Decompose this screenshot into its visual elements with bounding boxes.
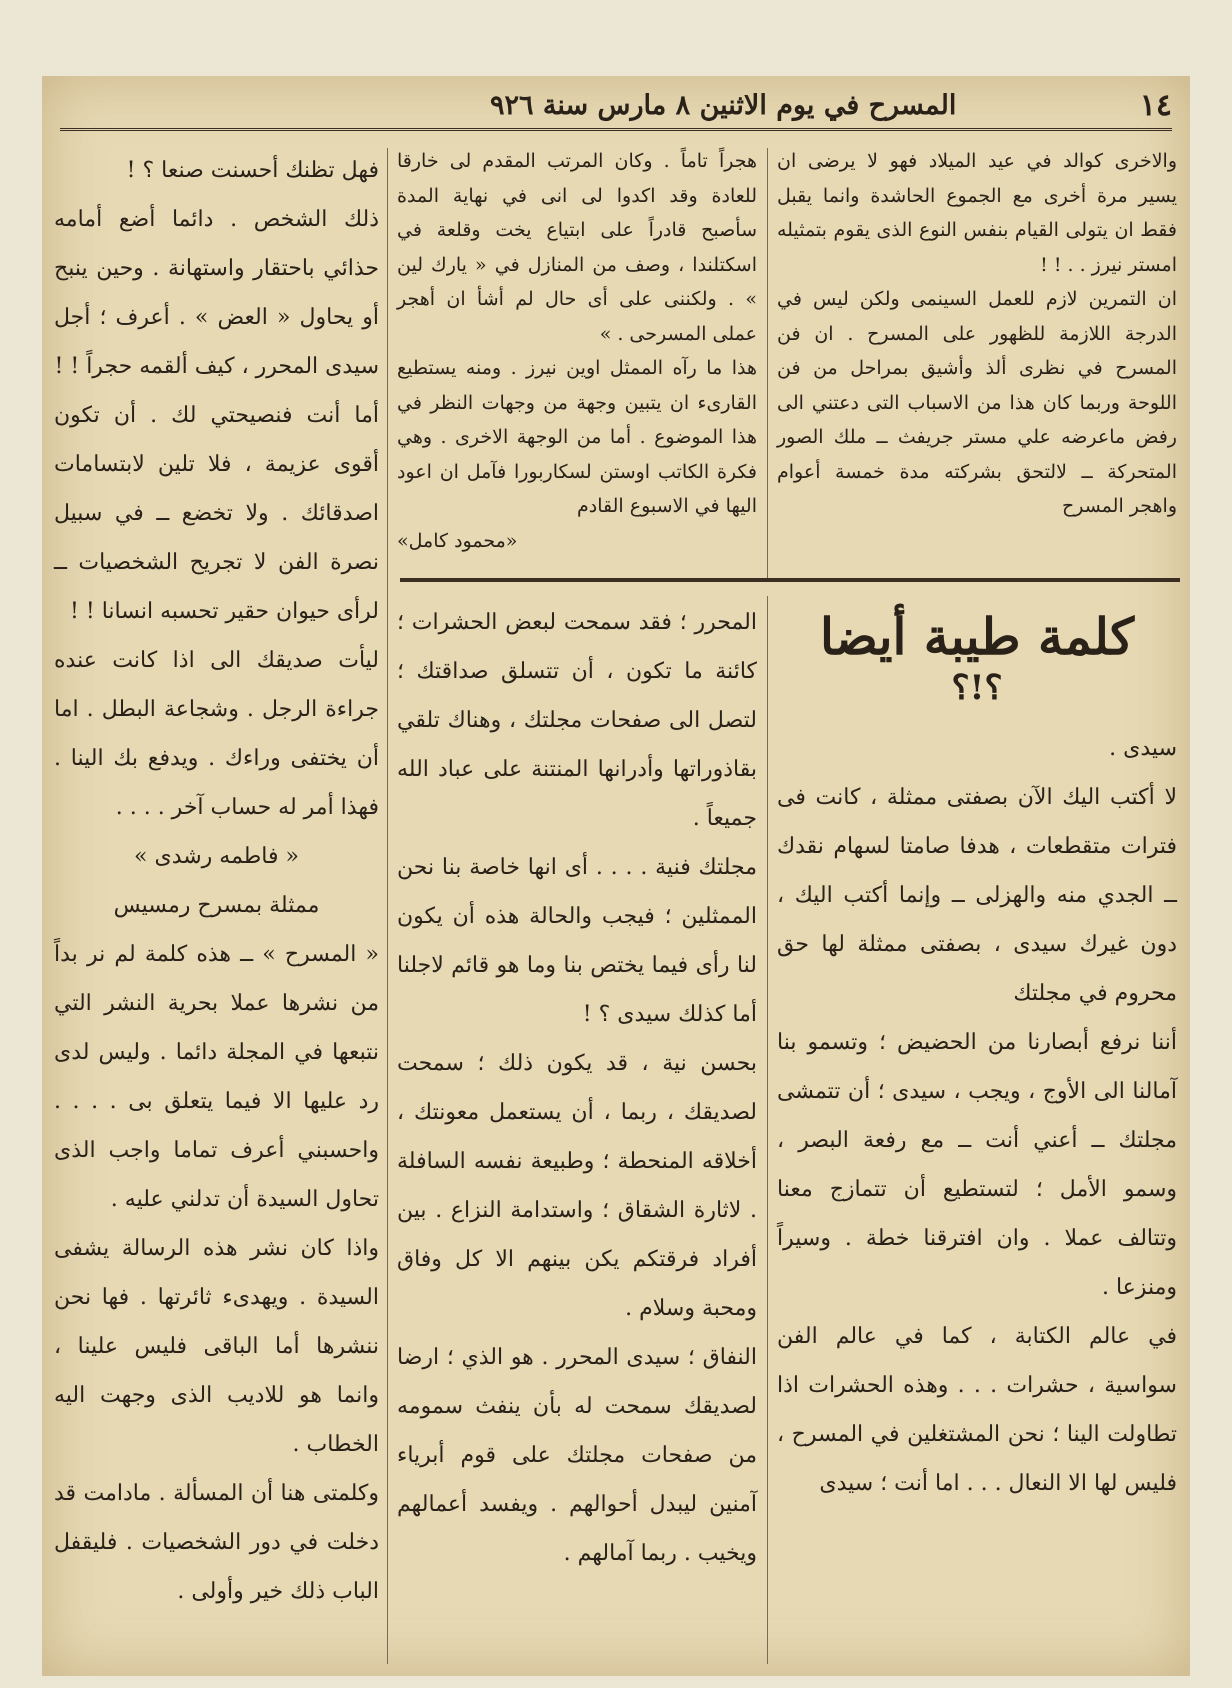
paragraph: ذلك الشخص . دائما أضع أمامه حذائي باحتقار واستهانة . وحين ينبح أو يحاول « العض » . أعرف ؛ أجل سيدى المحرر ، كيف ألقمه حجراً ! !: [54, 207, 379, 379]
letter-right-column: [777, 724, 1177, 1508]
paragraph: أننا نرفع أبصارنا من الحضيض ؛ وتسمو بنا آمالنا الى الأوج ، ويجب ، سيدى ؛ أن تتمشى مجلتك ــ أعني أنت ــ مع رفعة البصر ، وسمو الأمل ؛ لتستطيع أن تتمازج معنا وتتالف عملا . وان افترقنا خطة . وسيراً ومنزعا .: [777, 1030, 1177, 1300]
letter-middle-column: [397, 598, 757, 1578]
letter-author: « فاطمه رشدى »: [134, 844, 299, 869]
masthead: المسرح في يوم الاثنين ٨ مارس سنة ٩٢٦: [490, 89, 957, 121]
newspaper-page: [42, 76, 1190, 1676]
paragraph: ان التمرين لازم للعمل السينمى ولكن ليس في الدرجة اللازمة للظهور على المسرح . ان فن المسرح في نظرى ألذ وأشيق بمراحل من فن اللوحة وربما كان هذا من الاسباب التى دعتني الى رفض ماعرضه علي مستر جريفث ــ ملك الصور المتحركة ــ لالتحق بشركته مدة خمسة أعوام واهجر المسرح: [777, 288, 1177, 517]
paragraph: أما أنت فنصيحتي لك . أن تكون أقوى عزيمة ، فلا تلين لابتسامات اصدقائك . ولا تخضع ــ في سبيل نصرة الفن لا تجريح الشخصيات ــ لرأى حيوان حقير تحسبه انسانا ! !: [54, 403, 379, 624]
paragraph: النفاق ؛ سيدى المحرر . هو الذي ؛ ارضا لصديقك سمحت له بأن ينفث سمومه من صفحات مجلتك على قوم أبرياء آمنين ليبدل أحوالهم . ويفسد أعمالهم ويخيب . ربما آمالهم .: [397, 1345, 757, 1566]
article-headline: [777, 606, 1177, 708]
paragraph: هجراً تاماً . وكان المرتب المقدم لى خارقا للعادة وقد اكدوا لى انى في نهاية المدة سأصبح قادراً على ابتياع يخت وقلعة في اسكتلندا ، وصف من المنازل في « يارك لين » . ولكننى على أى حال لم أشأ ان أهجر عملى المسرحى . »: [397, 150, 757, 345]
editor-reply: « المسرح » ــ هذه كلمة لم نر بداً من نشرها عملا بحرية النشر التي نتبعها في المجلة دائما . وليس لدى رد عليها الا فيما يتعلق بى . . . . واحسبني أعرف تماما واجب الذى تحاول السيدة أن تدلني عليه .: [54, 942, 379, 1212]
paragraph: سيدى .: [1109, 736, 1177, 761]
article-continuation-middle: [397, 144, 757, 558]
page-number: ١٤: [1139, 87, 1172, 123]
signature-line: [397, 524, 757, 559]
paragraph: في عالم الكتابة ، كما في عالم الفن سواسية ، حشرات . . . وهذه الحشرات اذا تطاولت الينا ؛ نحن المشتغلين في المسرح ، فليس لها الا النعال . . . اما أنت ؛ سيدى: [777, 1324, 1177, 1496]
column-divider: [767, 596, 768, 1664]
article-continuation-right: [777, 144, 1177, 524]
paragraph: المحرر ؛ فقد سمحت لبعض الحشرات ؛ كائنة ما تكون ، أن تتسلق صداقتك ؛ لتصل الى صفحات مجلتك ، وهناك تلقي بقاذوراتها وأدرانها المنتنة على عباد الله جميعاً .: [397, 610, 757, 831]
editor-reply: واذا كان نشر هذه الرسالة يشفى السيدة . ويهدىء ثائرتها . فها نحن ننشرها أما الباقى فليس علينا ، وانما هو للاديب الذى وجهت اليه الخطاب .: [54, 1236, 379, 1457]
letter-left-column: [54, 146, 379, 1616]
headline-title: كلمة طيبة أيضا: [819, 607, 1135, 666]
section-rule: [400, 578, 1180, 582]
paragraph: والاخرى كوالد في عيد الميلاد فهو لا يرضى ان يسير مرة أخرى مع الجموع الحاشدة وانما يقبل فقط ان يتولى القيام بنفس النوع الذى يقوم بتمثيله امستر نيرز . . ! !: [777, 150, 1177, 276]
paragraph: بحسن نية ، قد يكون ذلك ؛ سمحت لصديقك ، ربما ، أن يستعمل معونتك ، أخلاقه المنحطة ؛ وطبيعة نفسه السافلة . لاثارة الشقاق ؛ واستدامة النزاع . بين أفراد فرقتكم يكن بينهم الا كل وفاق ومحبة وسلام .: [397, 1051, 757, 1321]
column-divider: [767, 148, 768, 578]
paragraph: لا أكتب اليك الآن بصفتى ممثلة ، كانت فى فترات متقطعات ، هدفا صامتا لسهام نقدك ــ الجدي منه والهزلى ــ وإنما أكتب اليك ، دون غيرك سيدى ، بصفتى ممثلة لها حق محروم في مجلتك: [777, 785, 1177, 1006]
letter-author-title: ممثلة بمسرح رمسيس: [113, 893, 320, 918]
page-header: [60, 82, 1172, 131]
paragraph: هذا ما رآه الممثل اوين نيرز . ومنه يستطيع القارىء ان يتبين وجهة من وجهات النظر في هذا الموضوع . أما من الوجهة الاخرى . وهي فكرة الكاتب اوستن لسكاربورا فآمل ان اعود اليها في الاسبوع القادم: [397, 357, 757, 517]
paragraph: ليأت صديقك الى اذا كانت عنده جراءة الرجل . وشجاعة البطل . اما أن يختفى وراءك . ويدفع بك الينا . فهذا أمر له حساب آخر . . . .: [54, 648, 379, 820]
paragraph: فهل تظنك أحسنت صنعا ؟ !: [126, 158, 379, 183]
headline-marks: ؟!؟: [951, 668, 1003, 708]
paragraph: مجلتك فنية . . . . أى انها خاصة بنا نحن الممثلين ؛ فيجب والحالة هذه أن يكون لنا رأى فيما يختص بنا وما هو قائم لاجلنا أما كذلك سيدى ؟ !: [397, 855, 757, 1027]
author-signature: «محمود كامل»: [397, 529, 518, 552]
editor-reply: وكلمتى هنا أن المسألة . مادامت قد دخلت في دور الشخصيات . فليقفل الباب ذلك خير وأولى .: [54, 1481, 379, 1604]
column-divider: [387, 148, 388, 1664]
